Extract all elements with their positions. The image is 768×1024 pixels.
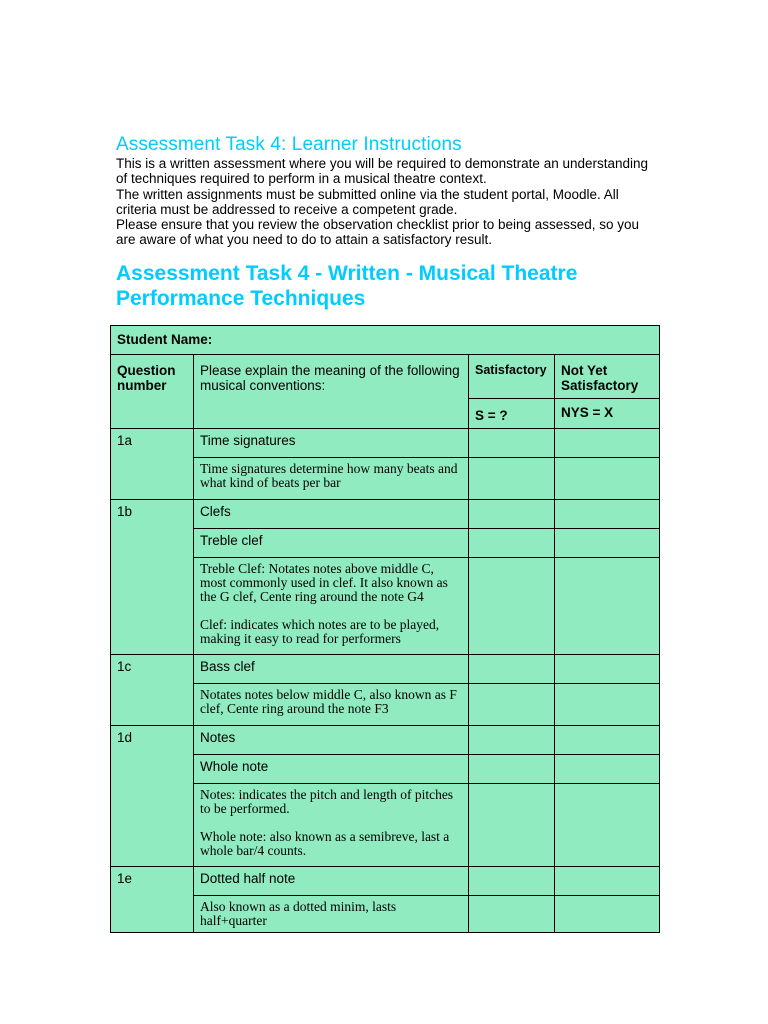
question-number: 1b — [111, 500, 194, 655]
satisfactory-cell[interactable] — [469, 529, 555, 558]
question-label: Notes — [194, 726, 469, 755]
not-yet-cell[interactable] — [555, 500, 660, 529]
not-yet-cell[interactable] — [555, 558, 660, 655]
question-sublabel: Treble clef — [194, 529, 469, 558]
satisfactory-header: Satisfactory — [469, 355, 555, 399]
not-yet-cell[interactable] — [555, 867, 660, 896]
question-number-header: Question number — [111, 355, 194, 429]
answer-cell[interactable]: Notates notes below middle C, also known as F clef, Cente ring around the note F3 — [194, 684, 469, 726]
satisfactory-cell[interactable] — [469, 458, 555, 500]
not-yet-cell[interactable] — [555, 726, 660, 755]
student-name-cell[interactable]: Student Name: — [111, 326, 660, 355]
intro-paragraph: This is a written assessment where you will be required to demonstrate an understanding of techniques required to perform in a musical theatre context. — [116, 156, 649, 187]
nys-key: NYS = X — [555, 399, 660, 429]
satisfactory-cell[interactable] — [469, 896, 555, 933]
not-yet-cell[interactable] — [555, 655, 660, 684]
not-yet-cell[interactable] — [555, 429, 660, 458]
answer-cell[interactable] — [194, 784, 469, 867]
not-yet-cell[interactable] — [555, 896, 660, 933]
question-number: 1a — [111, 429, 194, 500]
not-yet-cell[interactable] — [555, 684, 660, 726]
question-label: Clefs — [194, 500, 469, 529]
page-heading: Assessment Task 4: Learner Instructions — [116, 134, 462, 155]
satisfactory-cell[interactable] — [469, 726, 555, 755]
prompt-header: Please explain the meaning of the following musical conventions: — [194, 355, 469, 429]
question-number: 1e — [111, 867, 194, 933]
satisfactory-cell[interactable] — [469, 755, 555, 784]
not-yet-cell[interactable] — [555, 458, 660, 500]
question-sublabel: Whole note — [194, 755, 469, 784]
satisfactory-cell[interactable] — [469, 558, 555, 655]
answer-paragraph: Treble Clef: Notates notes above middle C, most commonly used in clef. It also known as the G clef, Cente ring around the note G4 — [200, 561, 448, 604]
answer-paragraph: Clef: indicates which notes are to be played, making it easy to read for performers — [200, 617, 440, 646]
answer-cell[interactable]: Time signatures determine how many beats and what kind of beats per bar — [194, 458, 469, 500]
intro-paragraph: The written assignments must be submitted online via the student portal, Moodle. All criteria must be addressed to receive a competent grade. — [116, 186, 619, 217]
satisfactory-cell[interactable] — [469, 500, 555, 529]
question-number: 1c — [111, 655, 194, 726]
question-label: Time signatures — [194, 429, 469, 458]
answer-paragraph: Whole note: also known as a semibreve, last a whole bar/4 counts. — [200, 829, 450, 858]
satisfactory-cell[interactable] — [469, 784, 555, 867]
question-label: Dotted half note — [194, 867, 469, 896]
answer-cell[interactable] — [194, 558, 469, 655]
not-yet-cell[interactable] — [555, 755, 660, 784]
intro-text — [116, 156, 656, 248]
intro-paragraph: Please ensure that you review the observation checklist prior to being assessed, so you are aware of what you need to do to attain a satisfactory result. — [116, 217, 640, 248]
task-heading: Assessment Task 4 - Written - Musical Theatre Performance Techniques — [116, 262, 578, 310]
answer-paragraph: Notes: indicates the pitch and length of pitches to be performed. — [200, 787, 454, 816]
question-label: Bass clef — [194, 655, 469, 684]
answer-cell[interactable]: Also known as a dotted minim, lasts half+quarter — [194, 896, 469, 933]
satisfactory-cell[interactable] — [469, 684, 555, 726]
satisfactory-cell[interactable] — [469, 867, 555, 896]
satisfactory-cell[interactable] — [469, 429, 555, 458]
not-yet-satisfactory-header: Not Yet Satisfactory — [555, 355, 660, 399]
assessment-table — [110, 325, 660, 933]
satisfactory-cell[interactable] — [469, 655, 555, 684]
not-yet-cell[interactable] — [555, 529, 660, 558]
not-yet-cell[interactable] — [555, 784, 660, 867]
satisfactory-key: S = ? — [469, 399, 555, 429]
question-number: 1d — [111, 726, 194, 867]
